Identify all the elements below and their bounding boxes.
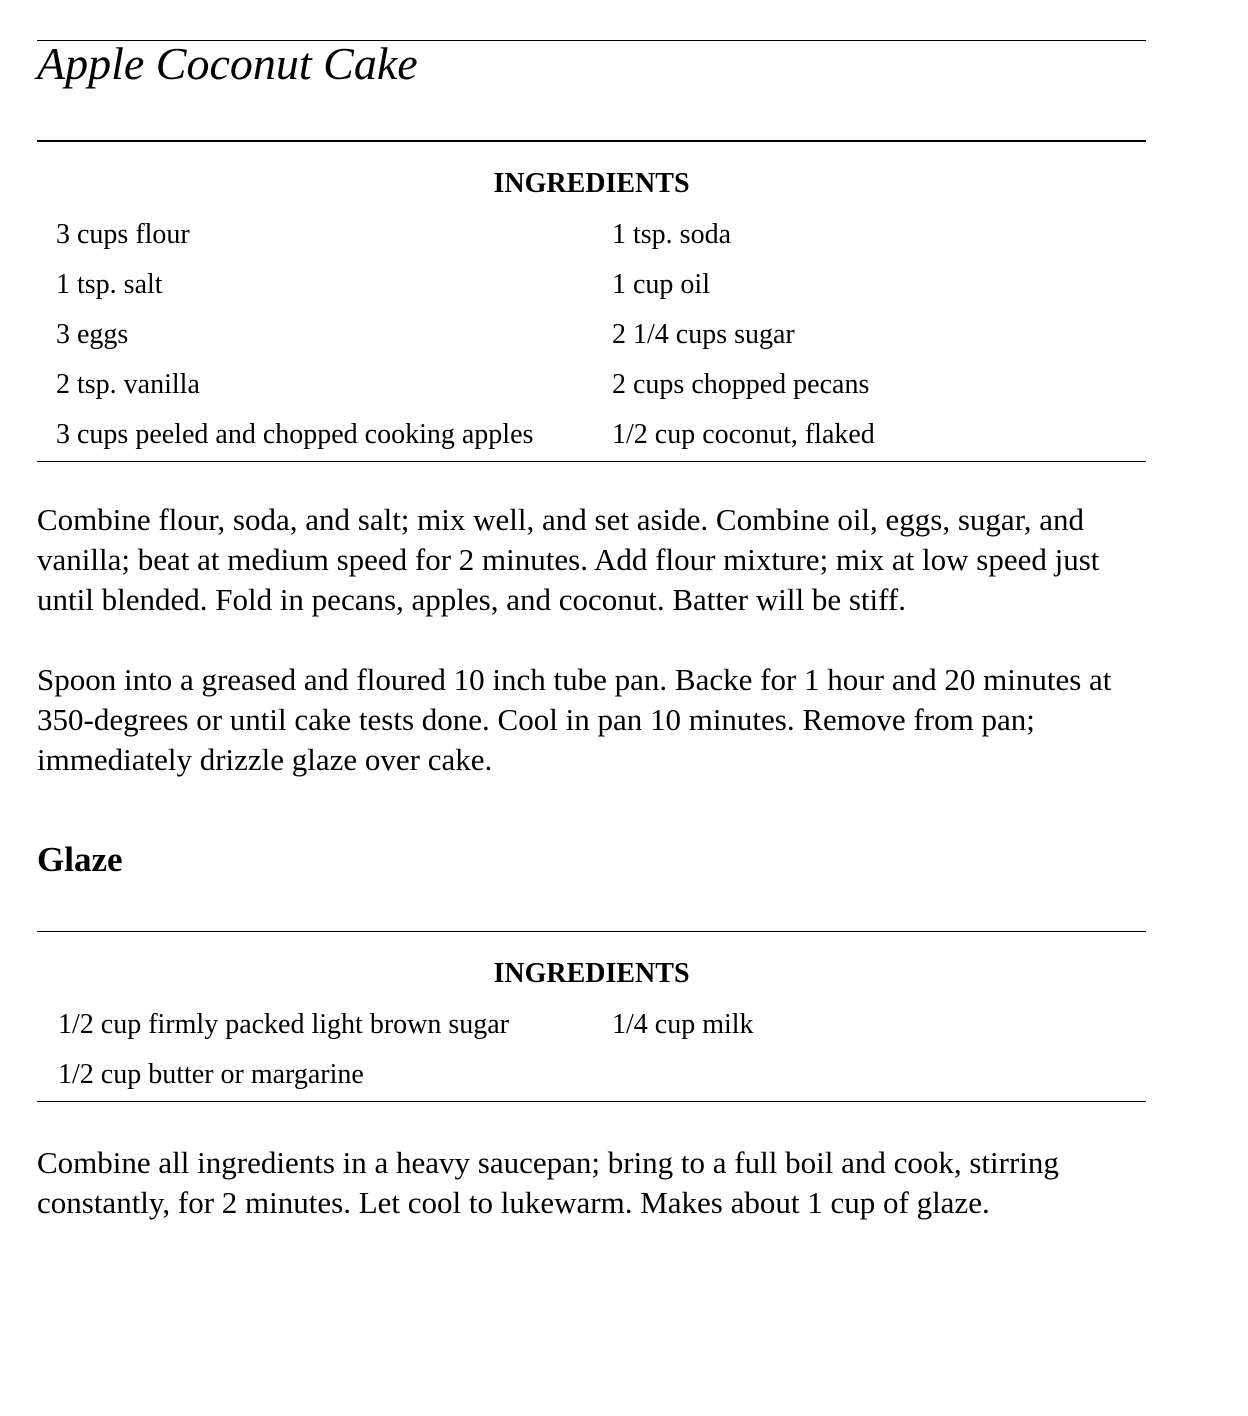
ingredient-item: 1/4 cup milk [612,1009,754,1040]
glaze-ingredients-heading: INGREDIENTS [493,958,690,989]
ingredients-heading: INGREDIENTS [493,168,690,199]
ingredient-item: 3 eggs [56,319,129,350]
ingredient-item: 3 cups flour [56,219,190,250]
ingredient-item: 1 cup oil [612,269,710,300]
ingredient-item: 1/2 cup butter or margarine [58,1059,364,1090]
ingredient-item: 3 cups peeled and chopped cooking apples [56,419,534,450]
ingredient-item: 1 tsp. soda [612,219,731,250]
glaze-directions-paragraph: Combine all ingredients in a heavy saucepan; bring to a full boil and cook, stirring constantly, for 2 minutes. Let cool to lukewarm. Makes about 1 cup of glaze. [37,1145,1059,1220]
glaze-ingredients-top-rule [37,931,1146,932]
glaze-ingredients-bottom-rule [37,1101,1146,1102]
recipe-title: Apple Coconut Cake [37,38,418,89]
ingredient-item: 1/2 cup coconut, flaked [612,419,875,450]
ingredient-item: 2 1/4 cups sugar [612,319,795,350]
glaze-title: Glaze [37,840,123,879]
ingredients-bottom-rule [37,461,1146,462]
ingredient-item: 1/2 cup firmly packed light brown sugar [58,1009,510,1040]
ingredient-item: 1 tsp. salt [56,269,163,300]
directions-paragraph: Spoon into a greased and floured 10 inch tube pan. Backe for 1 hour and 20 minutes at 350-degrees or until cake tests done. Cool in pan 10 minutes. Remove from pan; immediately drizzle glaze over cake. [37,662,1112,777]
directions-paragraph: Combine flour, soda, and salt; mix well, and set aside. Combine oil, eggs, sugar, and vanilla; beat at medium speed for 2 minutes. Add flour mixture; mix at low speed just until blended. Fold in pecans, apples, and coconut. Batter will be stiff. [37,502,1100,617]
ingredients-top-rule [37,140,1146,142]
ingredient-item: 2 cups chopped pecans [612,369,870,400]
ingredient-item: 2 tsp. vanilla [56,369,200,400]
